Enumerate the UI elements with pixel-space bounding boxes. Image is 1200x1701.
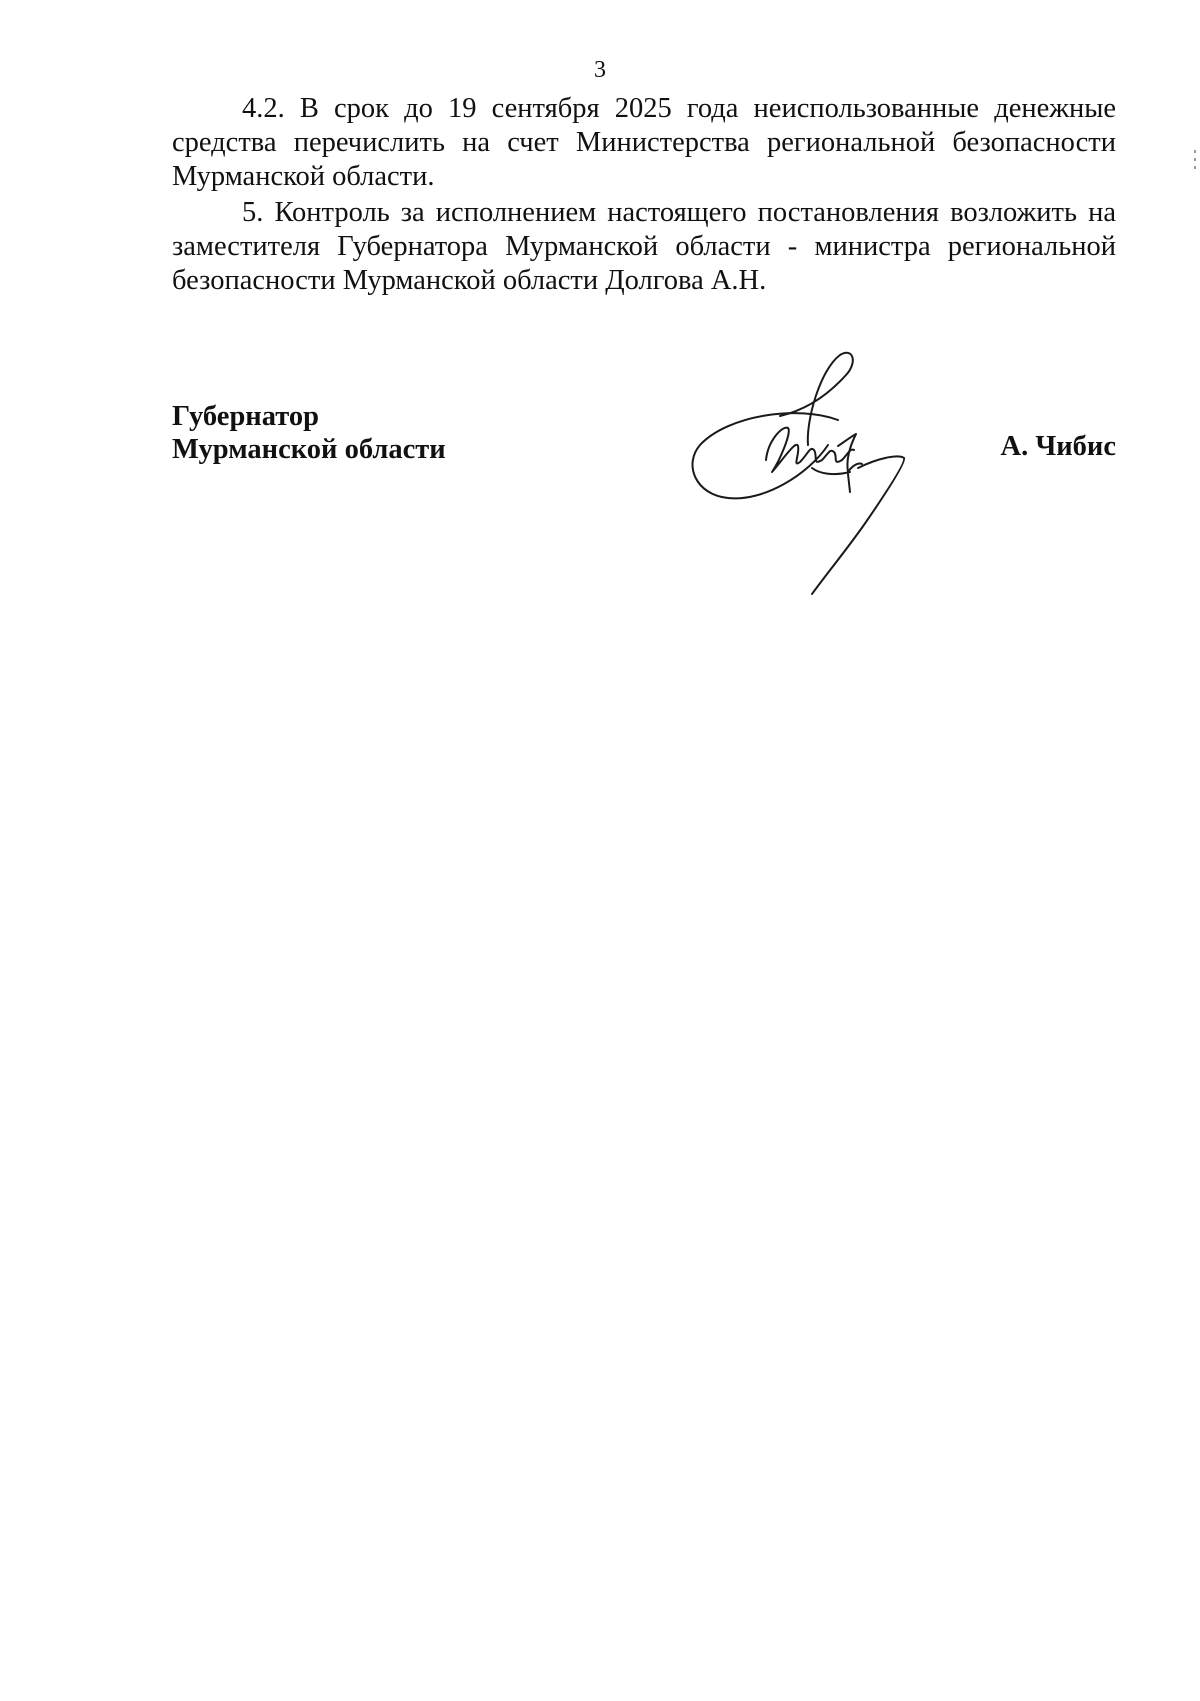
signatory-position: [172, 400, 446, 466]
paragraph-5: 5. Контроль за исполнением настоящего постановления возложить на заместителя Губернатора Мурманской области - министра региональной безопасности Мурманской области Долгова А.Н.: [172, 197, 1116, 296]
paragraph-4-2: 4.2. В срок до 19 сентября 2025 года неиспользованные денежные средства перечислить на счет Министерства региональной безопасности Мурманской области.: [172, 93, 1116, 192]
page-number: 3: [594, 57, 606, 83]
signatory-title: Губернатор: [172, 401, 319, 432]
document-body: [172, 92, 1116, 300]
scan-edge-mark: [1194, 150, 1196, 180]
signer-name: А. Чибис: [1000, 431, 1116, 462]
handwritten-signature-icon: [688, 350, 948, 600]
signatory-region: Мурманской области: [172, 434, 446, 465]
